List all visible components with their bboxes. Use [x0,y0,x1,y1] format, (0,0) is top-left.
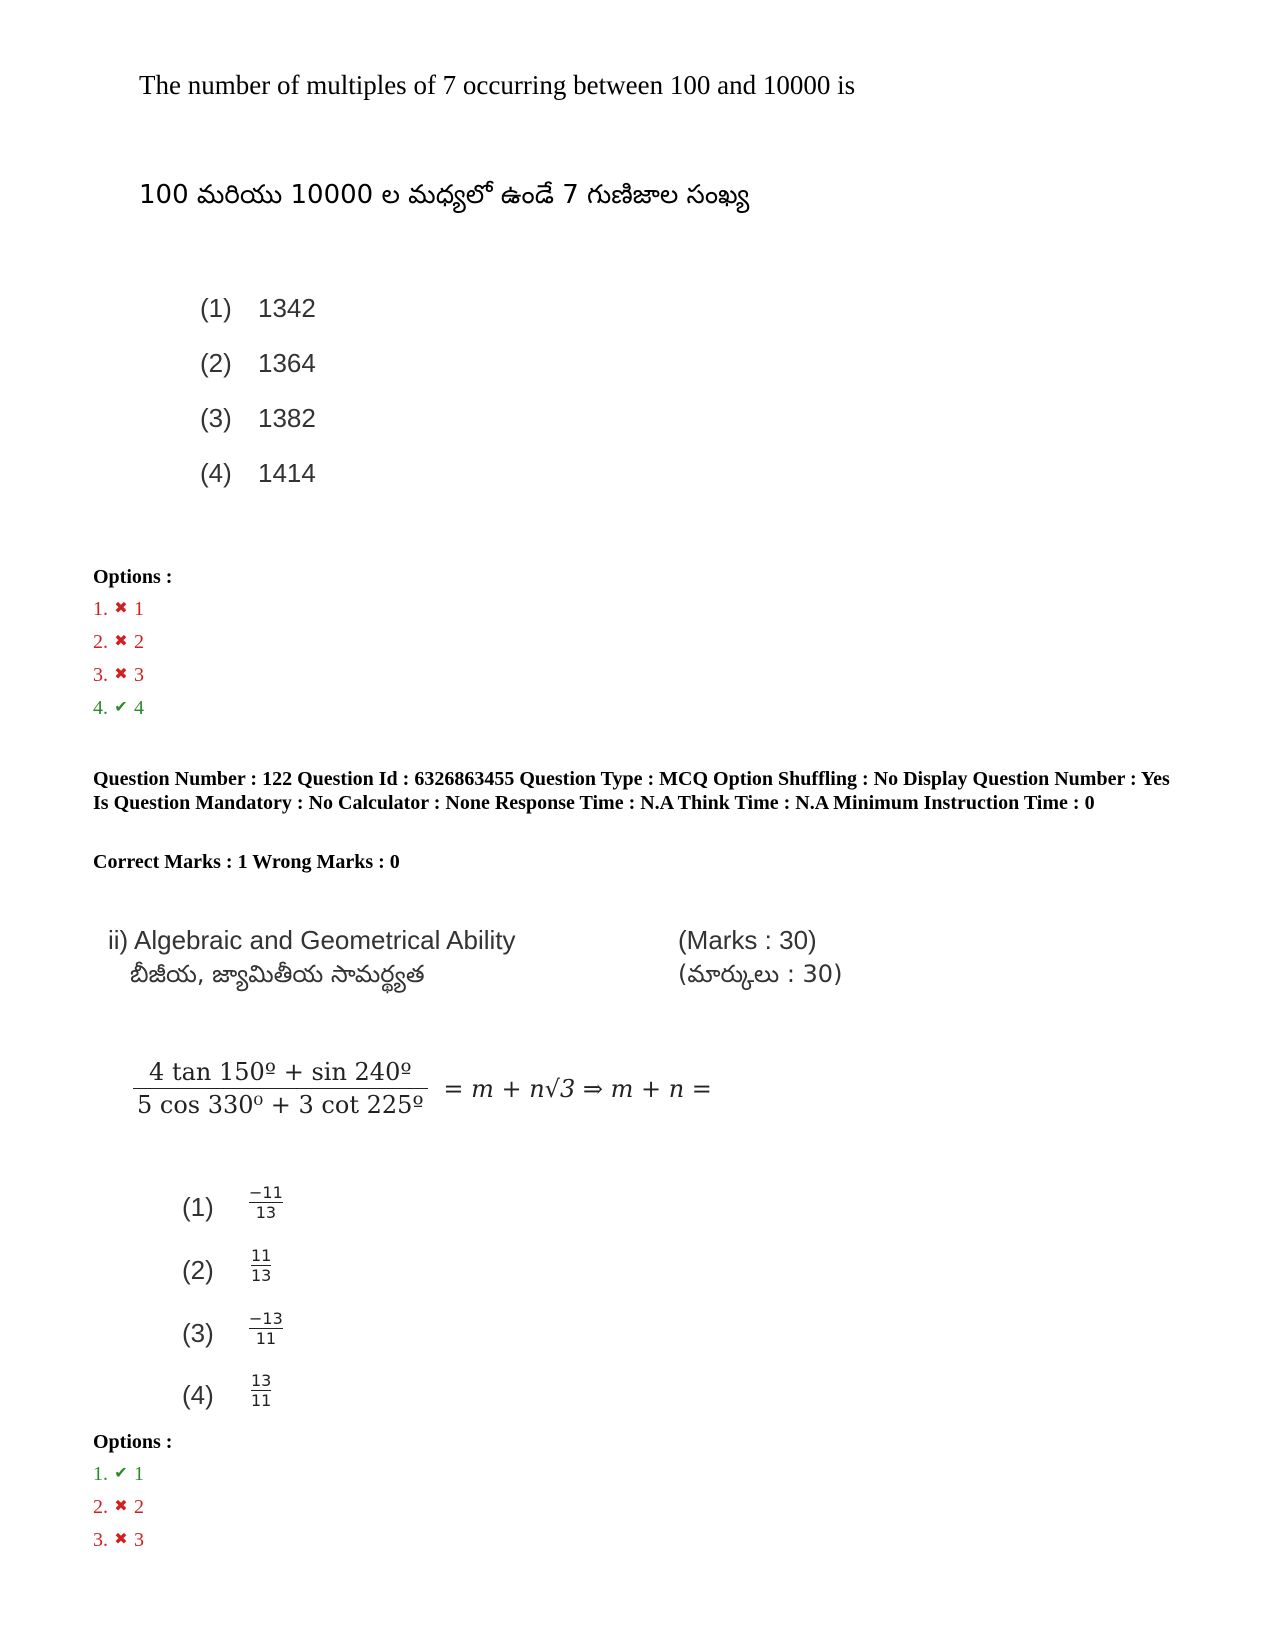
formula-rhs: = m + n√3 ⇒ m + n = [443,1074,712,1103]
choice-number: (4) [182,1380,214,1410]
cross-icon: ✖ [114,633,128,650]
fraction-bottom: 13 [249,1202,283,1222]
fraction-top: −13 [249,1309,283,1328]
choice-number: (2) [182,1255,214,1285]
cross-icon: ✖ [114,600,128,617]
check-icon: ✔ [114,699,128,716]
choice-value: 1382 [258,403,316,433]
choice-value: 1414 [258,458,316,488]
fraction-top: 13 [251,1371,272,1390]
option-index: 4. [93,697,108,719]
check-icon: ✔ [114,1465,128,1482]
question-marks: Correct Marks : 1 Wrong Marks : 0 [93,851,400,873]
section-marks-en: (Marks : 30) [678,925,817,955]
option-value: 1 [134,1463,144,1485]
question-formula [133,1058,712,1119]
section-marks-te: (మార్కులు : 30) [678,960,843,988]
option-4 [93,697,144,720]
choice-number: (2) [200,348,232,378]
option-index: 3. [93,664,108,686]
choice-value: 1342 [258,293,316,323]
option-index: 2. [93,1496,108,1518]
section-title-te: బీజీయ, జ్యామితీయ సామర్థ్యత [130,960,425,988]
choice-number: (4) [200,458,232,488]
cross-icon: ✖ [114,1531,128,1548]
option-value: 4 [134,697,144,719]
fraction-bottom: 11 [251,1391,272,1410]
option-2 [93,631,144,654]
choice-number: (1) [200,293,232,323]
choice-2-fraction [251,1246,271,1285]
choice-4 [200,458,316,489]
cross-icon: ✖ [114,1498,128,1515]
option-1 [93,598,144,621]
choice-number: (3) [200,403,232,433]
option-index: 1. [93,598,108,620]
option-3 [93,664,144,687]
choice-1 [200,293,316,324]
option-value: 1 [134,598,144,620]
choice-3-fraction [249,1309,283,1348]
formula-denominator: 5 cos 330⁰ + 3 cot 225º [133,1088,428,1119]
option-3 [93,1529,144,1552]
question-text-te: 100 మరియు 10000 ల మధ్యలో ఉండే 7 గుణిజాల సంఖ్య [139,180,750,210]
fraction-bottom: 11 [249,1328,283,1348]
cross-icon: ✖ [114,666,128,683]
option-value: 2 [134,1496,144,1518]
choice-4-fraction [251,1371,271,1410]
option-value: 3 [134,1529,144,1551]
choice-number: (1) [182,1192,214,1222]
section-title-en: ii) Algebraic and Geometrical Ability [108,925,516,955]
choice-value: 1364 [258,348,316,378]
option-2 [93,1496,144,1519]
options-heading: Options : [93,566,173,588]
fraction-bottom: 13 [251,1266,272,1285]
question-meta: Question Number : 122 Question Id : 6326863455 Question Type : MCQ Option Shuffling : No Display Question Number : Yes Is Question Mandatory : No Calculator : None Response Time : N.A Think Time : N.A Minimum Instruction Time : 0 [93,768,1170,814]
option-index: 1. [93,1463,108,1485]
options-heading: Options : [93,1431,173,1453]
fraction-top: 11 [251,1246,272,1265]
choice-2 [200,348,316,379]
choice-3 [200,403,316,434]
question-text-en: The number of multiples of 7 occurring between 100 and 10000 is [139,70,856,100]
option-value: 3 [134,664,144,686]
formula-numerator: 4 tan 150º + sin 240º [149,1058,412,1086]
option-index: 3. [93,1529,108,1551]
formula-fraction [133,1058,428,1119]
option-index: 2. [93,631,108,653]
option-1 [93,1463,144,1486]
option-value: 2 [134,631,144,653]
fraction-top: −11 [249,1183,283,1202]
choice-1-fraction [249,1183,283,1222]
choice-number: (3) [182,1318,214,1348]
